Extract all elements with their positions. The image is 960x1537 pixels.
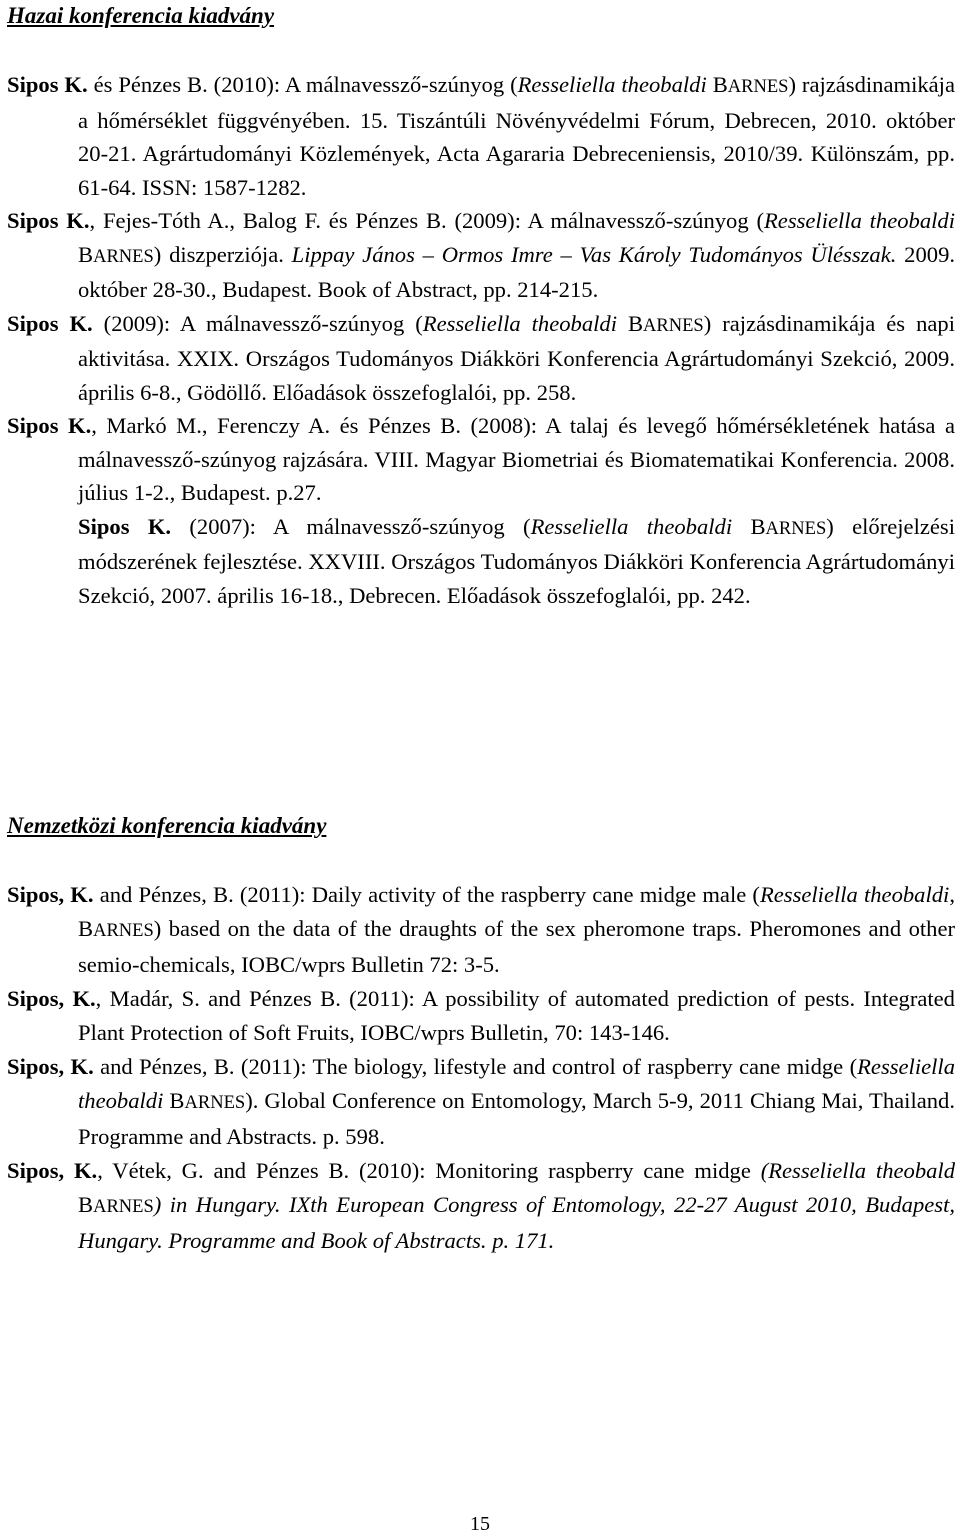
species-author: B bbox=[750, 513, 766, 539]
reference-text: ) rajzásdinamikája a hőmérséklet függvényében. 15. Tiszántúli Növényvédelmi Fórum, Debrecen, 2010. október 20-21. Agrártudományi Közlemények, Acta Agararia Debreceniensis, 2010/39. Különszám, pp. 61-64. ISSN: 1587-1282. bbox=[78, 72, 955, 200]
species-author: , B bbox=[78, 882, 955, 941]
species-name: Resseliella theobaldi bbox=[763, 208, 956, 233]
reference-author: Sipos K. bbox=[7, 72, 88, 97]
reference-text: and Pénzes, B. (2011): The biology, lifestyle and control of raspberry cane midge ( bbox=[93, 1054, 858, 1079]
species-author-smallcaps: ARNES bbox=[184, 1092, 246, 1113]
species-author-smallcaps: ARNES bbox=[727, 76, 789, 97]
reference-author: Sipos K. bbox=[7, 413, 92, 438]
reference-text: , Markó M., Ferenczy A. és Pénzes B. (2008): A talaj és levegő hőmérsékletének hatása a málnavessző-szúnyog rajzására. VIII. Magyar Biometriai és Biomatematikai Konferencia. 2008. július 1-2., Budapest. p.27. bbox=[78, 413, 955, 505]
reference-list-hungarian bbox=[7, 68, 955, 612]
reference-text: (2007): A málnavessző-szúnyog ( bbox=[171, 513, 531, 539]
reference-text: , Vétek, G. and Pénzes B. (2010): Monitoring raspberry cane midge bbox=[97, 1158, 761, 1183]
species-author: B bbox=[78, 241, 94, 267]
reference-text: ) rajzásdinamikája és napi aktivitása. XXIX. Országos Tudományos Diákköri Konferencia Agrártudományi Szekció, 2009. április 6-8., Gödöllő. Előadások összefoglalói, pp. 258. bbox=[78, 310, 955, 405]
event-name: Lippay János – Ormos Imre – Vas Károly Tudományos Ülésszak. bbox=[291, 241, 897, 267]
reference-text: ). Global Conference on Entomology, March 5-9, 2011 Chiang Mai, Thailand. Programme and Abstracts. p. 598. bbox=[78, 1088, 955, 1149]
reference-text: (2009): A málnavessző-szúnyog ( bbox=[92, 310, 423, 336]
species-author-smallcaps: ARNES bbox=[643, 314, 704, 336]
reference-author: Sipos K. bbox=[7, 310, 93, 336]
reference-item bbox=[7, 982, 955, 1050]
reference-item bbox=[7, 68, 955, 204]
species-author: B bbox=[627, 310, 644, 336]
species-author-smallcaps: ARNES bbox=[93, 920, 154, 941]
reference-item bbox=[7, 204, 955, 307]
reference-text: , Madár, S. and Pénzes B. (2011): A possibility of automated prediction of pests. Integrated Plant Protection of Soft Fruits, IOBC/wprs Bulletin, 70: 143-146. bbox=[78, 986, 955, 1045]
species-name: Resseliella theobaldi bbox=[78, 1054, 955, 1113]
reference-text: ) based on the data of the draughts of the sex pheromone traps. Pheromones and other semio-chemicals, IOBC/wprs Bulletin 72: 3-5. bbox=[78, 916, 955, 977]
reference-item bbox=[7, 878, 955, 982]
section-heading-international: Nemzetközi konferencia kiadvány bbox=[7, 813, 327, 838]
reference-author: Sipos, K. bbox=[7, 1158, 98, 1183]
reference-text: ) előrejelzési módszerének fejlesztése. XXVIII. Országos Tudományos Diákköri Konferencia Agrártudományi Szekció, 2007. április 16-18., Debrecen. Előadások összefoglalói, pp. 242. bbox=[78, 513, 955, 608]
reference-item bbox=[7, 1050, 955, 1154]
section-heading-hungarian: Hazai konferencia kiadvány bbox=[7, 3, 275, 28]
reference-text: ) in Hungary. IXth European Congress of Entomology, 22-27 August 2010, Budapest, Hungary. Programme and Book of Abstracts. p. 171. bbox=[78, 1192, 955, 1253]
species-author-smallcaps: ARNES bbox=[93, 245, 154, 267]
reference-author: Sipos K. bbox=[78, 513, 172, 539]
species-name: Resseliella theobaldi bbox=[422, 310, 617, 336]
reference-list-international bbox=[7, 878, 955, 1258]
species-name: Resseliella theobaldi bbox=[517, 72, 707, 97]
species-name: Resseliella theobaldi bbox=[759, 882, 950, 907]
reference-text: and Pénzes, B. (2011): Daily activity of the raspberry cane midge male ( bbox=[93, 882, 760, 907]
reference-item bbox=[7, 307, 955, 410]
page-number: 15 bbox=[470, 1513, 490, 1535]
reference-item bbox=[7, 409, 955, 510]
species-author-smallcaps: ARNES bbox=[765, 517, 827, 539]
reference-author: Sipos, K. bbox=[7, 882, 94, 907]
reference-text: ) diszperziója. bbox=[153, 241, 292, 267]
species-name: (Resseliella theobald bbox=[760, 1158, 955, 1183]
reference-text: , Fejes-Tóth A., Balog F. és Pénzes B. (2009): A málnavessző-szúnyog ( bbox=[89, 208, 764, 233]
reference-item bbox=[7, 510, 955, 613]
reference-author: Sipos, K. bbox=[7, 1054, 94, 1079]
reference-text: és Pénzes B. (2010): A málnavessző-szúnyog ( bbox=[87, 72, 518, 97]
species-author: B bbox=[163, 1088, 185, 1113]
reference-author: Sipos K. bbox=[7, 208, 90, 233]
reference-text: 2009. október 28-30., Budapest. Book of Abstract, pp. 214-215. bbox=[78, 241, 956, 302]
reference-author: Sipos, K. bbox=[7, 986, 96, 1011]
species-name: Resseliella theobaldi bbox=[530, 513, 733, 539]
reference-item bbox=[7, 1154, 955, 1258]
species-author: B bbox=[78, 1192, 94, 1217]
species-author: B bbox=[712, 72, 728, 97]
species-author-smallcaps: ARNES bbox=[93, 1196, 154, 1217]
